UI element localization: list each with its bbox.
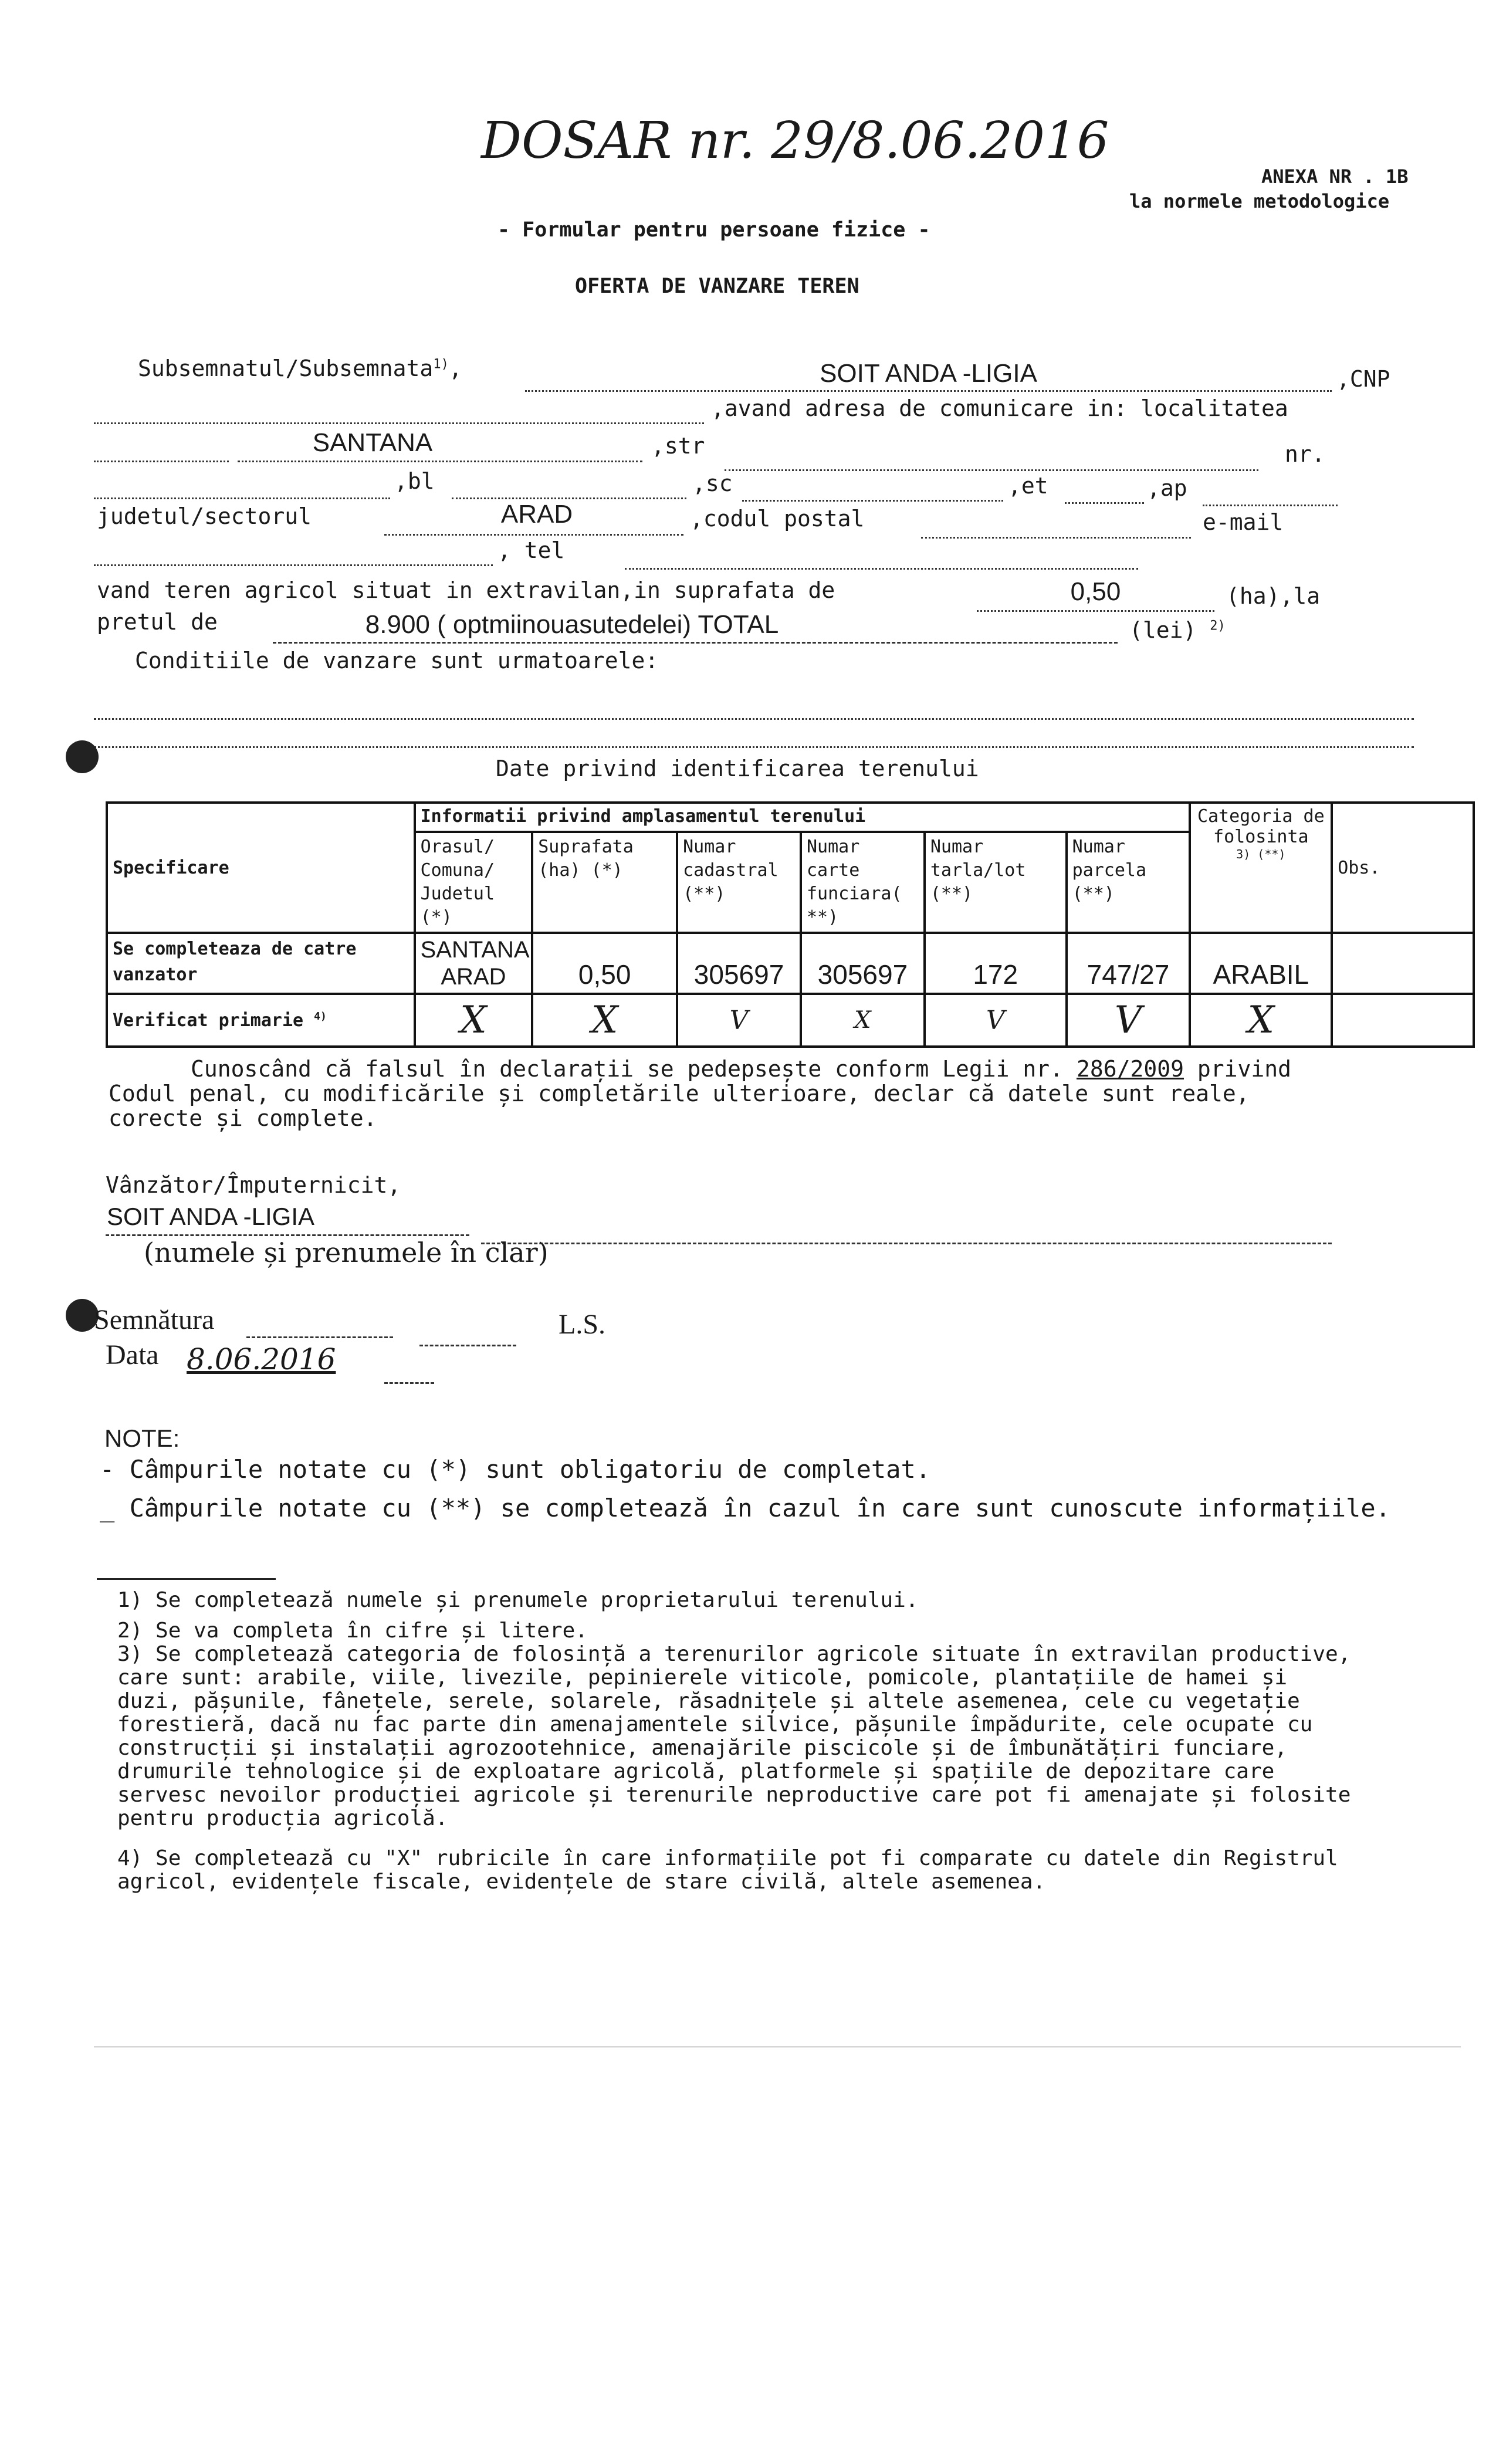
- area-field-line: [977, 610, 1214, 612]
- price-unit: (lei) $^{2)}$: [1129, 617, 1226, 643]
- cell-categoria[interactable]: ARABIL: [1190, 933, 1332, 994]
- mark-cadastral[interactable]: V: [677, 994, 801, 1047]
- header-specificare: Specificare: [107, 803, 415, 933]
- judet-value[interactable]: ARAD: [500, 500, 573, 529]
- cell-oras[interactable]: SANTANA ARAD: [415, 933, 533, 994]
- notes-title: NOTE:: [104, 1424, 180, 1452]
- signature-line-1[interactable]: [246, 1336, 393, 1338]
- address-label: ,avand adresa de comunicare in: localitatea: [711, 395, 1288, 421]
- cnp-label: ,CNP: [1336, 366, 1390, 392]
- price-label: pretul de: [97, 609, 218, 635]
- dossier-number: DOSAR nr. 29/8.06.2016: [481, 111, 1109, 170]
- table-title: Date privind identificarea terenului: [496, 756, 979, 781]
- cell-suprafata[interactable]: 0,50: [532, 933, 677, 994]
- ap-field-line[interactable]: [1203, 505, 1338, 506]
- seller-label: Vânzător/Împuternicit,: [106, 1172, 401, 1198]
- cell-carte-funciara[interactable]: 305697: [801, 933, 925, 994]
- cell-tarla[interactable]: 172: [925, 933, 1067, 994]
- offer-text: vand teren agricol situat in extravilan,in suprafata de: [97, 577, 835, 603]
- mark-obs[interactable]: [1332, 994, 1474, 1047]
- header-parcela: Numar parcela (**): [1067, 832, 1190, 933]
- conditions-label: Conditiile de vanzare sunt urmatoarele:: [135, 648, 659, 673]
- footnote-3-line-2: care sunt: arabile, viile, livezile, pepinierele viticole, pomicole, plantațiile de hamei și: [117, 1666, 1287, 1690]
- mark-carte-funciara[interactable]: X: [801, 994, 925, 1047]
- name-field-line: [525, 390, 1332, 392]
- signature-line-2[interactable]: [419, 1345, 516, 1346]
- date-label: Data: [106, 1339, 159, 1370]
- postal-code-field-line[interactable]: [921, 537, 1191, 539]
- cnp-field-line[interactable]: [94, 422, 704, 424]
- mark-suprafata[interactable]: X: [532, 994, 677, 1047]
- declaration-line-1: Cunoscând că falsul în declarații se pedepsește conform Legii nr. 286/2009 privind: [191, 1056, 1292, 1082]
- page-title: OFERTA DE VANZARE TEREN: [575, 275, 859, 298]
- form-type: - Formular pentru persoane fizice -: [497, 218, 930, 242]
- judet-label: judetul/sectorul: [97, 503, 312, 529]
- declaration-line-2: Codul penal, cu modificările și completările ulterioare, declar că datele sunt reale,: [109, 1081, 1250, 1106]
- area-unit: (ha),la: [1226, 583, 1321, 609]
- mark-parcela[interactable]: V: [1067, 994, 1190, 1047]
- footnote-3-line-7: servesc nevoilor producției agricole și terenurile neproductive care pot fi amenajate și folosite: [117, 1783, 1351, 1807]
- sc-label: ,sc: [692, 471, 733, 496]
- bl-field-line[interactable]: [452, 497, 686, 499]
- locality-field-line: [238, 461, 642, 462]
- footnote-separator: [97, 1578, 276, 1580]
- subsemnatul-label: Subsemnatul/Subsemnata$^{1)}$,: [138, 356, 462, 381]
- footnote-3-line-3: duzi, pășunile, fânețele, serele, solarele, răsadnițele și altele asemenea, cele cu vegetație: [117, 1689, 1300, 1713]
- binder-hole: [66, 740, 99, 773]
- header-carte-funciara: Numar carte funciara( **): [801, 832, 925, 933]
- header-tarla: Numar tarla/lot (**): [925, 832, 1067, 933]
- judet-field-line: [384, 534, 683, 536]
- row-label-vanzator: Se completeaza de catre vanzator: [107, 933, 415, 994]
- footnote-3-line-4: forestieră, dacă nu fac parte din amenajamentele silvice, pășunile împădurite, cele ocupate cu: [117, 1712, 1313, 1737]
- header-cadastral: Numar cadastral (**): [677, 832, 801, 933]
- row-label-primarie: Verificat primarie $^{4)}$: [107, 994, 415, 1047]
- footnote-1: 1) Se completează numele și prenumele proprietarului terenului.: [117, 1588, 919, 1612]
- footnote-3-line-8: pentru producția agricolă.: [117, 1806, 448, 1830]
- footnote-4-line-1: 4) Se completează cu "X" rubricile în care informațiile pot fi comparate cu datele din Registrul: [117, 1846, 1338, 1870]
- price-field-line: [273, 642, 1118, 644]
- footnote-3-line-1: 3) Se completează categoria de folosință a terenurilor agricole situate în extravilan productive,: [117, 1642, 1351, 1666]
- header-obs: Obs.: [1332, 803, 1474, 933]
- annex-number: ANEXA NR . 1B: [1261, 165, 1409, 188]
- email-field-line[interactable]: [94, 564, 493, 566]
- seller-name-line: [106, 1234, 469, 1236]
- et-field-line[interactable]: [1065, 502, 1144, 504]
- street-label: ,str: [651, 433, 705, 459]
- footnote-3-line-6: drumurile tehnologice și de exploatare agricolă, platformele și spațiile de depozitare care: [117, 1759, 1275, 1783]
- header-location-group: Informatii privind amplasamentul terenului: [415, 803, 1190, 832]
- price-value[interactable]: 8.900 ( optmiinouasutedelei) TOTAL: [365, 610, 779, 639]
- email-label: e-mail: [1203, 509, 1284, 535]
- note-2: _ Câmpurile notate cu (**) se completează în cazul în care sunt cunoscute informațiile.: [100, 1494, 1390, 1522]
- cell-obs[interactable]: [1332, 933, 1474, 994]
- signature-label: Semnătura: [94, 1304, 215, 1335]
- note-1: - Câmpurile notate cu (*) sunt obligatoriu de completat.: [100, 1455, 931, 1484]
- tel-field-line[interactable]: [625, 568, 1138, 570]
- footnote-3-line-5: construcții și instalații agrozootehnice, amenajările piscicole și de îmbunătățiri funciare,: [117, 1736, 1287, 1760]
- ls-label: L.S.: [559, 1309, 606, 1340]
- land-identification-table: [106, 801, 1475, 1048]
- declaration-line-3: corecte și complete.: [109, 1105, 377, 1131]
- locality-value[interactable]: SANTANA: [312, 428, 433, 457]
- seller-printed-name[interactable]: SOIT ANDA -LIGIA: [107, 1203, 315, 1230]
- nr-label: nr.: [1285, 441, 1325, 467]
- tel-label: , tel: [497, 537, 565, 563]
- mark-tarla[interactable]: V: [925, 994, 1067, 1047]
- name-hint: (numele și prenumele în clar): [144, 1237, 549, 1268]
- ap-label: ,ap: [1147, 475, 1187, 501]
- cell-parcela[interactable]: 747/27: [1067, 933, 1190, 994]
- header-suprafata: Suprafata (ha) (*): [532, 832, 677, 933]
- footnote-4-line-2: agricol, evidențele fiscale, evidențele de stare civilă, altele asemenea.: [117, 1870, 1046, 1894]
- et-label: ,et: [1008, 473, 1048, 499]
- bl-label: ,bl: [394, 468, 435, 494]
- nr-field-line[interactable]: [94, 497, 390, 499]
- date-value[interactable]: 8.06.2016: [187, 1342, 336, 1376]
- mark-oras[interactable]: X: [415, 994, 533, 1047]
- address-prefix-line: [94, 461, 229, 462]
- header-categoria: Categoria de folosinta 3) (**): [1190, 803, 1332, 933]
- header-oras: Orasul/ Comuna/ Judetul (*): [415, 832, 533, 933]
- annex-subtitle: la normele metodologice: [1129, 190, 1390, 212]
- footnote-2: 2) Se va completa în cifre și litere.: [117, 1619, 588, 1643]
- seller-name-value[interactable]: SOIT ANDA -LIGIA: [820, 359, 1037, 388]
- sc-field-line[interactable]: [742, 500, 1003, 502]
- date-line-ext: [384, 1382, 434, 1384]
- mark-categoria[interactable]: X: [1190, 994, 1332, 1047]
- conditions-line-2[interactable]: [94, 746, 1414, 748]
- postal-code-label: ,codul postal: [690, 506, 865, 532]
- conditions-line-1[interactable]: [94, 718, 1414, 720]
- street-field-line[interactable]: [725, 469, 1258, 471]
- cell-cadastral[interactable]: 305697: [677, 933, 801, 994]
- area-value[interactable]: 0,50: [1070, 577, 1121, 606]
- page-bottom-edge: [94, 2046, 1461, 2047]
- seller-name-line-ext: [481, 1243, 1332, 1244]
